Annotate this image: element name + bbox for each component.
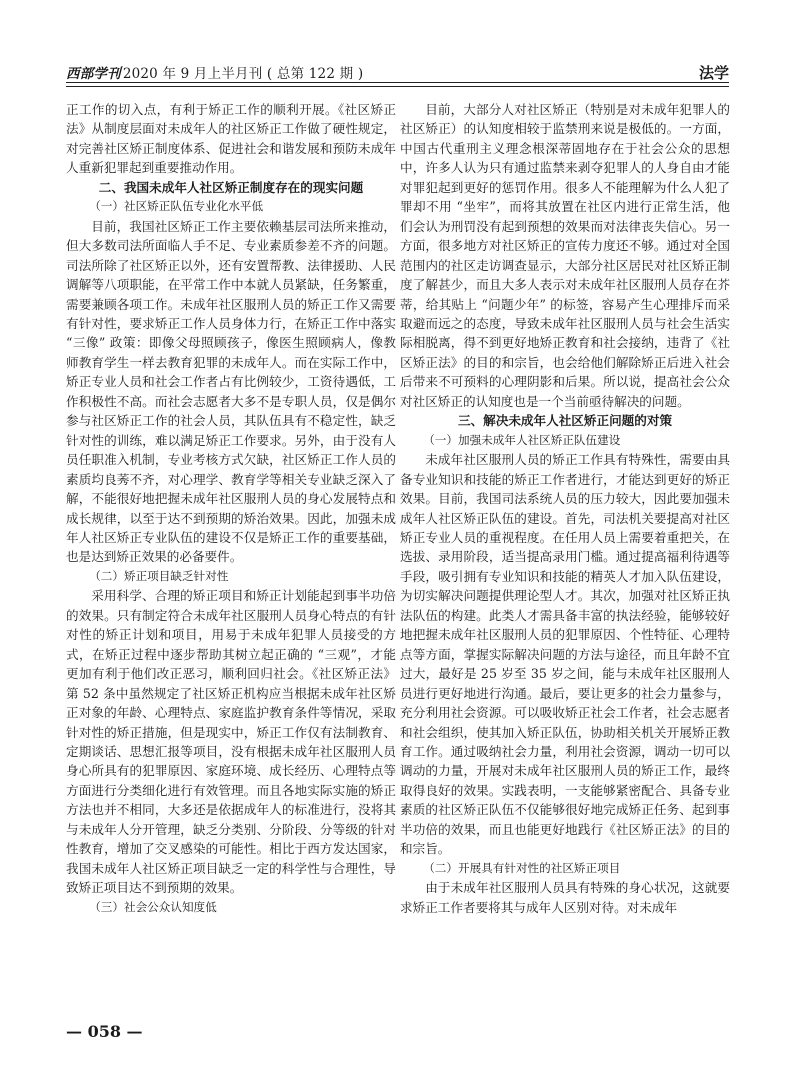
section-label: 法学	[698, 64, 729, 82]
journal-logo: 西部学刊	[66, 66, 121, 82]
body-paragraph: 采用科学、合理的矫正项目和矫正计划能起到事半功倍的效果。只有制定符合未成年社区服刑人员身心特点的有针对性的矫正计划和项目，用易于未成年犯罪人员接受的方式，在矫正过程中逐步帮助其树立起正确的 “三观”，才能更加有利于他们改正恶习，顺利回归社会。《社区矫正法》第 52 条中虽然规定了社区矫正机构应当根据未成年社区矫正对象的年龄、心理特点、家庭监护教育条件等情况，采取针对性的矫正措施，但是现实中，矫正工作仅有法制教育、定期谈话、思想汇报等项目，没有根据未成年社区服刑人员身心所具有的犯罪原因、家庭环境、成长经历、心理特点等方面进行分类细化进行有效管理。而且各地实际实施的矫正方法也并不相同，大多还是依据成年人的标准进行，没将其与未成年人分开管理，缺乏分类别、分阶段、分等级的针对性教育，增加了交叉感染的可能性。相比于西方发达国家，我国未成年人社区矫正项目缺乏一定的科学性与合理性，导致矫正项目达不到预期的效果。	[66, 588, 396, 896]
subsection-heading: （二）矫正项目缺乏针对性	[89, 568, 229, 583]
section-heading: 三、解决未成年人社区矫正问题的对策	[457, 413, 673, 429]
subsection-heading: （一）加强未成年人社区矫正队伍建设	[423, 432, 621, 447]
body-paragraph: 目前，大部分人对社区矫正（特别是对未成年犯罪人的社区矫正）的认知度相较于监禁刑来说是极低的。一方面，中国古代重刑主义理念根深蒂固地存在于社会公众的思想中，许多人认为只有通过监禁来剥夺犯罪人的人身自由才能对罪犯起到更好的惩罚作用。很多人不能理解为什么人犯了罪却不用 “坐牢”，而将其放置在社区内进行正常生活，他们会认为刑罚没有起到预想的效果而对法律丧失信心。另一方面，很多地方对社区矫正的宣传力度还不够。通过对全国范围内的社区走访调查显示，大部分社区居民对社区矫正制度了解甚少，而且大多人表示对未成年社区服刑人员存在芥蒂，给其贴上 “问题少年” 的标签，容易产生心理排斥而采取避而远之的态度，导致未成年社区服刑人员与社会生活实际相脱离，得不到更好地矫正教育和社会接纳，违背了《社区矫正法》的目的和宗旨，也会给他们解除矫正后进入社会后带来不可预料的心理阴影和后果。所以说，提高社会公众对社区矫正的认知度也是一个当前亟待解决的问题。	[400, 102, 730, 409]
header-rule-thin	[66, 86, 729, 87]
body-paragraph: 正工作的切入点，有利于矫正工作的顺利开展。《社区矫正法》从制度层面对未成年人的社区矫正工作做了硬性规定，对完善社区矫正制度体系、促进社会和谐发展和预防未成年人重新犯罪起到重要推动作用。	[66, 102, 396, 176]
body-paragraph: 未成年社区服刑人员的矫正工作具有特殊性，需要由具备专业知识和技能的矫正工作者进行，才能达到更好的矫正效果。目前，我国司法系统人员的压力较大，因此要加强未成年人社区矫正队伍的建设。首先，司法机关要提高对社区矫正专业人员的重视程度。在任用人员上需要着重把关，在选拔、录用阶段，适当提高录用门槛。通过提高福利待遇等手段，吸引拥有专业知识和技能的精英人才加入队伍建设，为切实解决问题提供理论型人才。其次，加强对社区矫正执法队伍的构建。此类人才需具备丰富的执法经验，能够较好地把握未成年社区服刑人员的犯罪原因、个性特征、心理特点等方面，掌握实际解决问题的方法与途径，而且年龄不宜过大，最好是 25 岁至 35 岁之间，能与未成年社区服刑人员进行更好地进行沟通。最后，要让更多的社会力量参与，充分利用社会资源。可以吸收矫正社会工作者，社会志愿者和社会组织，使其加入矫正队伍，协助相关机关开展矫正教育工作。通过吸纳社会力量，利用社会资源，调动一切可以调动的力量，开展对未成年社区服刑人员的矫正工作，最终取得良好的效果。实践表明，一支能够紧密配合、具备专业素质的社区矫正队伍不仅能够很好地完成矫正任务、起到事半功倍的效果，而且也能更好地践行《社区矫正法》的目的和宗旨。	[400, 452, 730, 857]
left-column	[66, 100, 396, 917]
issue-info: 2020 年 9 月上半月刊 ( 总第 122 期 )	[122, 66, 364, 82]
page-header	[66, 56, 729, 82]
subsection-heading: （三）社会公众认知度低	[89, 899, 217, 914]
subsection-heading: （一）社区矫正队伍专业化水平低	[89, 199, 264, 214]
section-heading: 二、我国未成年人社区矫正制度存在的现实问题	[98, 179, 364, 195]
page-number: — 058 —	[66, 1022, 143, 1041]
body-paragraph: 目前，我国社区矫正工作主要依赖基层司法所来推动，但大多数司法所面临人手不足、专业素质参差不齐的问题。司法所除了社区矫正以外，还有安置帮教、法律援助、人民调解等八项职能，在平常工作中本就人员紧缺，任务繁重，需要兼顾各项工作。未成年社区服刑人员的矫正工作又需要有针对性，要求矫正工作人员身体力行，在矫正工作中落实 “三像” 政策：即像父母照顾孩子，像医生照顾病人，像教师教育学生一样去教育犯罪的未成年人。而在实际工作中，矫正专业人员和社会工作者占有比例较少，工资待遇低，工作积极性不高。而社会志愿者大多不是专职人员，仅是偶尔参与社区矫正工作的社会人员，其队伍具有不稳定性，缺乏针对性的训练，难以满足矫正工作要求。另外，由于没有人员任职准入机制，专业考核方式欠缺，社区矫正工作人员的素质均良莠不齐，对心理学、教育学等相关专业缺乏深入了解，不能很好地把握未成年社区服刑人员的身心发展特点和成长规律，以至于达不到预期的矫治效果。因此，加强未成年人社区矫正专业队伍的建设不仅是矫正工作的重要基础，也是达到矫正效果的必备要件。	[66, 218, 396, 565]
right-column	[400, 100, 730, 917]
journal-issue	[66, 62, 363, 82]
subsection-heading: （二）开展具有针对性的社区矫正项目	[423, 860, 621, 875]
header-rule-thick	[66, 82, 729, 83]
body-paragraph: 由于未成年社区服刑人员具有特殊的身心状况，这就要求矫正工作者要将其与成年人区别对待。对未成年	[400, 880, 730, 915]
